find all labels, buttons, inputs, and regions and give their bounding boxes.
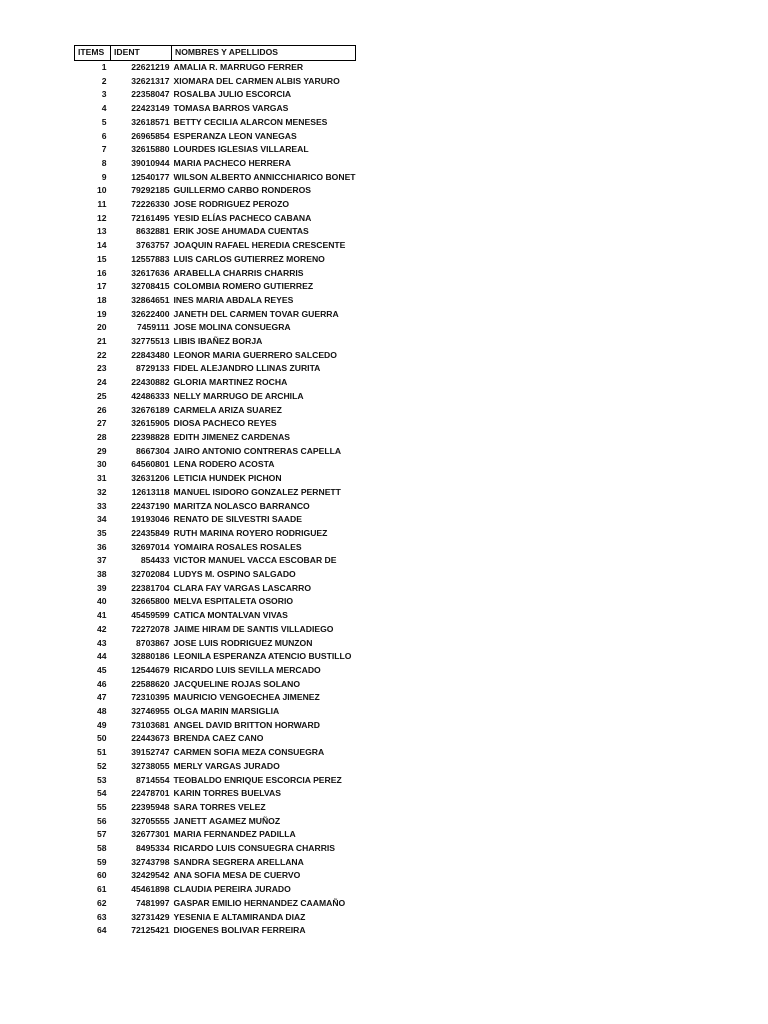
table-row bbox=[75, 568, 356, 582]
table-row bbox=[75, 500, 356, 514]
full-name-cell: JANETT AGAMEZ MUÑOZ bbox=[173, 815, 281, 826]
item-number-cell: 35 bbox=[96, 527, 107, 538]
table-row bbox=[75, 911, 356, 925]
item-number-cell: 6 bbox=[101, 130, 107, 141]
full-name-cell: JAIRO ANTONIO CONTRERAS CAPELLA bbox=[173, 445, 342, 456]
ident-cell: 32676189 bbox=[131, 404, 170, 415]
full-name-cell: ANGEL DAVID BRITTON HORWARD bbox=[173, 719, 320, 730]
full-name-cell: VICTOR MANUEL VACCA ESCOBAR DE bbox=[173, 555, 337, 566]
full-name-cell: LUDYS M. OSPINO SALGADO bbox=[173, 569, 296, 580]
ident-cell: 22621219 bbox=[131, 62, 170, 72]
full-name-cell: CARMEN SOFIA MEZA CONSUEGRA bbox=[173, 747, 325, 758]
full-name-cell: KARIN TORRES BUELVAS bbox=[173, 788, 281, 799]
table-row bbox=[75, 527, 356, 541]
item-number-cell: 51 bbox=[96, 747, 107, 758]
ident-cell: 32864651 bbox=[131, 294, 170, 305]
ident-cell: 42486333 bbox=[131, 390, 170, 401]
item-number-cell: 1 bbox=[101, 62, 107, 72]
ident-cell: 45461898 bbox=[131, 884, 170, 895]
spreadsheet bbox=[74, 45, 356, 938]
full-name-cell: NELLY MARRUGO DE ARCHILA bbox=[173, 390, 304, 401]
item-number-cell: 54 bbox=[96, 788, 107, 799]
ident-cell: 854433 bbox=[140, 555, 170, 566]
ident-cell: 8495334 bbox=[136, 843, 170, 854]
full-name-cell: RICARDO LUIS CONSUEGRA CHARRIS bbox=[173, 843, 336, 854]
item-number-cell: 34 bbox=[96, 514, 107, 525]
table-row bbox=[75, 856, 356, 870]
item-number-cell: 22 bbox=[96, 349, 107, 360]
table-row bbox=[75, 157, 356, 171]
table-row bbox=[75, 869, 356, 883]
full-name-cell: RUTH MARINA ROYERO RODRIGUEZ bbox=[173, 527, 328, 538]
table-row bbox=[75, 253, 356, 267]
table-row bbox=[75, 362, 356, 376]
item-number-cell: 38 bbox=[96, 569, 107, 580]
item-number-cell: 52 bbox=[96, 760, 107, 771]
full-name-cell: JOSE LUIS RODRIGUEZ MUNZON bbox=[173, 637, 313, 648]
header-row bbox=[75, 46, 356, 61]
ident-cell: 26965854 bbox=[131, 130, 170, 141]
full-name-cell: FIDEL ALEJANDRO LLINAS ZURITA bbox=[173, 363, 321, 374]
ident-cell: 32617636 bbox=[131, 267, 170, 278]
ident-cell: 8632881 bbox=[136, 226, 170, 237]
ident-cell: 22443673 bbox=[131, 733, 170, 744]
full-name-cell: TEOBALDO ENRIQUE ESCORCIA PEREZ bbox=[173, 774, 342, 785]
table-row bbox=[75, 390, 356, 404]
table-row bbox=[75, 143, 356, 157]
full-name-cell: JACQUELINE ROJAS SOLANO bbox=[173, 678, 301, 689]
ident-cell: 32705555 bbox=[131, 815, 170, 826]
ident-cell: 39152747 bbox=[131, 747, 170, 758]
full-name-cell: OLGA MARIN MARSIGLIA bbox=[173, 706, 280, 717]
table-row bbox=[75, 815, 356, 829]
ident-cell: 32746955 bbox=[131, 706, 170, 717]
full-name-cell: CATICA MONTALVAN VIVAS bbox=[173, 610, 288, 621]
full-name-cell: CLARA FAY VARGAS LASCARRO bbox=[173, 582, 312, 593]
full-name-cell: LOURDES IGLESIAS VILLAREAL bbox=[173, 144, 309, 155]
item-number-cell: 28 bbox=[96, 431, 107, 442]
header-names: NOMBRES Y APELLIDOS bbox=[172, 46, 356, 61]
full-name-cell: LETICIA HUNDEK PICHON bbox=[173, 473, 282, 484]
full-name-cell: ROSALBA JULIO ESCORCIA bbox=[173, 89, 292, 100]
item-number-cell: 37 bbox=[96, 555, 107, 566]
full-name-cell: LEONOR MARIA GUERRERO SALCEDO bbox=[173, 349, 337, 360]
table-row bbox=[75, 88, 356, 102]
item-number-cell: 53 bbox=[96, 774, 107, 785]
item-number-cell: 50 bbox=[96, 733, 107, 744]
ident-cell: 32880186 bbox=[131, 651, 170, 662]
ident-cell: 39010944 bbox=[131, 157, 170, 168]
ident-cell: 72272078 bbox=[131, 623, 170, 634]
item-number-cell: 23 bbox=[96, 363, 107, 374]
table-row bbox=[75, 130, 356, 144]
table-row bbox=[75, 171, 356, 185]
ident-cell: 79292185 bbox=[131, 185, 170, 196]
ident-cell: 32775513 bbox=[131, 336, 170, 347]
table-body bbox=[75, 61, 356, 939]
table-row bbox=[75, 746, 356, 760]
ident-cell: 32621317 bbox=[131, 75, 170, 86]
ident-cell: 22395948 bbox=[131, 801, 170, 812]
table-row bbox=[75, 225, 356, 239]
ident-cell: 32677301 bbox=[131, 829, 170, 840]
item-number-cell: 9 bbox=[101, 171, 107, 182]
item-number-cell: 8 bbox=[101, 157, 107, 168]
item-number-cell: 61 bbox=[96, 884, 107, 895]
table-row bbox=[75, 595, 356, 609]
full-name-cell: AMALIA R. MARRUGO FERRER bbox=[173, 62, 304, 72]
full-name-cell: MANUEL ISIDORO GONZALEZ PERNETT bbox=[173, 486, 341, 497]
table-row bbox=[75, 280, 356, 294]
full-name-cell: JAIME HIRAM DE SANTIS VILLADIEGO bbox=[173, 623, 334, 634]
item-number-cell: 11 bbox=[97, 199, 107, 210]
ident-cell: 32665800 bbox=[131, 596, 170, 607]
table-row bbox=[75, 705, 356, 719]
ident-cell: 32738055 bbox=[131, 760, 170, 771]
table-row bbox=[75, 828, 356, 842]
full-name-cell: GASPAR EMILIO HERNANDEZ CAAMAÑO bbox=[173, 897, 346, 908]
item-number-cell: 33 bbox=[96, 500, 107, 511]
item-number-cell: 4 bbox=[101, 103, 107, 114]
ident-cell: 72310395 bbox=[131, 692, 170, 703]
table-row bbox=[75, 787, 356, 801]
ident-cell: 8703867 bbox=[136, 637, 170, 648]
full-name-cell: ESPERANZA LEON VANEGAS bbox=[173, 130, 297, 141]
full-name-cell: MARIA PACHECO HERRERA bbox=[173, 157, 291, 168]
full-name-cell: JOAQUIN RAFAEL HEREDIA CRESCENTE bbox=[173, 240, 346, 251]
item-number-cell: 14 bbox=[96, 240, 107, 251]
full-name-cell: LENA RODERO ACOSTA bbox=[173, 459, 275, 470]
table-row bbox=[75, 212, 356, 226]
item-number-cell: 41 bbox=[96, 610, 107, 621]
table-row bbox=[75, 801, 356, 815]
item-number-cell: 49 bbox=[96, 719, 107, 730]
ident-cell: 32615880 bbox=[131, 144, 170, 155]
item-number-cell: 44 bbox=[96, 651, 107, 662]
ident-cell: 32622400 bbox=[131, 308, 170, 319]
ident-cell: 73103681 bbox=[131, 719, 170, 730]
item-number-cell: 29 bbox=[96, 445, 107, 456]
full-name-cell: TOMASA BARROS VARGAS bbox=[173, 103, 289, 114]
item-number-cell: 30 bbox=[96, 459, 107, 470]
full-name-cell: DIOGENES BOLIVAR FERREIRA bbox=[173, 925, 306, 936]
table-row bbox=[75, 609, 356, 623]
table-row bbox=[75, 541, 356, 555]
item-number-cell: 47 bbox=[96, 692, 107, 703]
item-number-cell: 40 bbox=[96, 596, 107, 607]
item-number-cell: 3 bbox=[101, 89, 107, 100]
table-row bbox=[75, 732, 356, 746]
full-name-cell: BETTY CECILIA ALARCON MENESES bbox=[173, 116, 328, 127]
ident-cell: 3763757 bbox=[136, 240, 170, 251]
header-ident: IDENT bbox=[111, 46, 172, 61]
full-name-cell: XIOMARA DEL CARMEN ALBIS YARURO bbox=[173, 75, 340, 86]
item-number-cell: 32 bbox=[96, 486, 107, 497]
table-row bbox=[75, 198, 356, 212]
item-number-cell: 57 bbox=[96, 829, 107, 840]
full-name-cell: EDITH JIMENEZ CARDENAS bbox=[173, 431, 291, 442]
item-number-cell: 27 bbox=[96, 418, 107, 429]
ident-cell: 64560801 bbox=[131, 459, 170, 470]
item-number-cell: 36 bbox=[96, 541, 107, 552]
full-name-cell: YESENIA E ALTAMIRANDA DIAZ bbox=[173, 911, 306, 922]
table-row bbox=[75, 404, 356, 418]
table-row bbox=[75, 664, 356, 678]
full-name-cell: YESID ELÍAS PACHECO CABANA bbox=[173, 212, 312, 223]
full-name-cell: ANA SOFIA MESA DE CUERVO bbox=[173, 870, 301, 881]
ident-cell: 32743798 bbox=[131, 856, 170, 867]
full-name-cell: WILSON ALBERTO ANNICCHIARICO BONET bbox=[173, 171, 356, 182]
ident-cell: 22381704 bbox=[131, 582, 170, 593]
ident-cell: 32615905 bbox=[131, 418, 170, 429]
table-header bbox=[75, 46, 356, 61]
table-row bbox=[75, 883, 356, 897]
full-name-cell: GLORIA MARTINEZ ROCHA bbox=[173, 377, 288, 388]
item-number-cell: 13 bbox=[96, 226, 107, 237]
item-number-cell: 2 bbox=[101, 75, 107, 86]
table-row bbox=[75, 75, 356, 89]
ident-cell: 7481997 bbox=[136, 897, 170, 908]
full-name-cell: LIBIS IBAÑEZ BORJA bbox=[173, 336, 263, 347]
full-name-cell: SARA TORRES VELEZ bbox=[173, 801, 266, 812]
table-row bbox=[75, 513, 356, 527]
item-number-cell: 43 bbox=[96, 637, 107, 648]
item-number-cell: 21 bbox=[96, 336, 107, 347]
table-row bbox=[75, 623, 356, 637]
full-name-cell: CARMELA ARIZA SUAREZ bbox=[173, 404, 282, 415]
item-number-cell: 18 bbox=[96, 294, 107, 305]
ident-cell: 22437190 bbox=[131, 500, 170, 511]
table-row bbox=[75, 774, 356, 788]
table-row bbox=[75, 267, 356, 281]
full-name-cell: MARIA FERNANDEZ PADILLA bbox=[173, 829, 296, 840]
full-name-cell: ARABELLA CHARRIS CHARRIS bbox=[173, 267, 304, 278]
item-number-cell: 60 bbox=[96, 870, 107, 881]
ident-cell: 32697014 bbox=[131, 541, 170, 552]
ident-cell: 8667304 bbox=[136, 445, 170, 456]
item-number-cell: 16 bbox=[96, 267, 107, 278]
full-name-cell: RICARDO LUIS SEVILLA MERCADO bbox=[173, 664, 321, 675]
full-name-cell: LEONILA ESPERANZA ATENCIO BUSTILLO bbox=[173, 651, 352, 662]
table-row bbox=[75, 376, 356, 390]
ident-cell: 22423149 bbox=[131, 103, 170, 114]
full-name-cell: MELVA ESPITALETA OSORIO bbox=[173, 596, 294, 607]
item-number-cell: 63 bbox=[96, 911, 107, 922]
full-name-cell: SANDRA SEGRERA ARELLANA bbox=[173, 856, 304, 867]
table-row bbox=[75, 486, 356, 500]
full-name-cell: JOSE MOLINA CONSUEGRA bbox=[173, 322, 291, 333]
item-number-cell: 7 bbox=[101, 144, 107, 155]
table-row bbox=[75, 349, 356, 363]
ident-cell: 45459599 bbox=[131, 610, 170, 621]
ident-cell: 32631206 bbox=[131, 473, 170, 484]
table-row bbox=[75, 116, 356, 130]
item-number-cell: 10 bbox=[96, 185, 107, 196]
item-number-cell: 39 bbox=[96, 582, 107, 593]
table-row bbox=[75, 417, 356, 431]
table-row bbox=[75, 678, 356, 692]
item-number-cell: 46 bbox=[96, 678, 107, 689]
item-number-cell: 19 bbox=[96, 308, 107, 319]
ident-cell: 32618571 bbox=[131, 116, 170, 127]
table-row bbox=[75, 554, 356, 568]
full-name-cell: MARITZA NOLASCO BARRANCO bbox=[173, 500, 310, 511]
item-number-cell: 17 bbox=[96, 281, 107, 292]
item-number-cell: 31 bbox=[96, 473, 107, 484]
ident-cell: 12557883 bbox=[131, 253, 170, 264]
table-row bbox=[75, 61, 356, 75]
table-row bbox=[75, 431, 356, 445]
ident-cell: 72161495 bbox=[131, 212, 170, 223]
ident-cell: 22398828 bbox=[131, 431, 170, 442]
full-name-cell: INES MARIA ABDALA REYES bbox=[173, 294, 294, 305]
item-number-cell: 45 bbox=[96, 664, 107, 675]
ident-cell: 72125421 bbox=[131, 925, 170, 936]
full-name-cell: DIOSA PACHECO REYES bbox=[173, 418, 277, 429]
ident-cell: 12540177 bbox=[131, 171, 170, 182]
ident-cell: 8714554 bbox=[136, 774, 170, 785]
header-items: ITEMS bbox=[75, 46, 111, 61]
item-number-cell: 20 bbox=[96, 322, 107, 333]
ident-cell: 22435849 bbox=[131, 527, 170, 538]
item-number-cell: 26 bbox=[96, 404, 107, 415]
item-number-cell: 55 bbox=[96, 801, 107, 812]
ident-cell: 19193046 bbox=[131, 514, 170, 525]
table-row bbox=[75, 897, 356, 911]
table-row bbox=[75, 760, 356, 774]
table-row bbox=[75, 239, 356, 253]
full-name-cell: RENATO DE SILVESTRI SAADE bbox=[173, 514, 302, 525]
full-name-cell: YOMAIRA ROSALES ROSALES bbox=[173, 541, 302, 552]
item-number-cell: 12 bbox=[96, 212, 107, 223]
item-number-cell: 62 bbox=[96, 897, 107, 908]
full-name-cell: BRENDA CAEZ CANO bbox=[173, 733, 264, 744]
ident-cell: 12613118 bbox=[131, 486, 170, 497]
table-row bbox=[75, 102, 356, 116]
item-number-cell: 42 bbox=[96, 623, 107, 634]
table-row bbox=[75, 582, 356, 596]
table-row bbox=[75, 458, 356, 472]
item-number-cell: 56 bbox=[96, 815, 107, 826]
table-row bbox=[75, 308, 356, 322]
item-number-cell: 64 bbox=[96, 925, 107, 936]
full-name-cell: JOSE RODRIGUEZ PEROZO bbox=[173, 199, 290, 210]
ident-cell: 32708415 bbox=[131, 281, 170, 292]
full-name-cell: GUILLERMO CARBO RONDEROS bbox=[173, 185, 311, 196]
ident-cell: 22430882 bbox=[131, 377, 170, 388]
full-name-cell: JANETH DEL CARMEN TOVAR GUERRA bbox=[173, 308, 339, 319]
table-row bbox=[75, 842, 356, 856]
ident-cell: 22843480 bbox=[131, 349, 170, 360]
full-name-cell: MERLY VARGAS JURADO bbox=[173, 760, 280, 771]
ident-cell: 32702084 bbox=[131, 569, 170, 580]
table-row bbox=[75, 294, 356, 308]
ident-cell: 32429542 bbox=[131, 870, 170, 881]
table-row bbox=[75, 335, 356, 349]
ident-cell: 22478701 bbox=[131, 788, 170, 799]
item-number-cell: 48 bbox=[96, 706, 107, 717]
ident-cell: 8729133 bbox=[136, 363, 170, 374]
table-row bbox=[75, 321, 356, 335]
ident-cell: 7459111 bbox=[136, 322, 170, 333]
ident-cell: 72226330 bbox=[131, 199, 170, 210]
full-name-cell: CLAUDIA PEREIRA JURADO bbox=[173, 884, 291, 895]
table-row bbox=[75, 445, 356, 459]
full-name-cell: COLOMBIA ROMERO GUTIERREZ bbox=[173, 281, 314, 292]
item-number-cell: 58 bbox=[96, 843, 107, 854]
table-row bbox=[75, 637, 356, 651]
names-table bbox=[74, 45, 356, 938]
ident-cell: 22358047 bbox=[131, 89, 170, 100]
item-number-cell: 5 bbox=[101, 116, 107, 127]
item-number-cell: 25 bbox=[96, 390, 107, 401]
table-row bbox=[75, 691, 356, 705]
full-name-cell: MAURICIO VENGOECHEA JIMENEZ bbox=[173, 692, 320, 703]
table-row bbox=[75, 472, 356, 486]
item-number-cell: 59 bbox=[96, 856, 107, 867]
full-name-cell: LUIS CARLOS GUTIERREZ MORENO bbox=[173, 253, 325, 264]
ident-cell: 32731429 bbox=[131, 911, 170, 922]
table-row bbox=[75, 719, 356, 733]
ident-cell: 22588620 bbox=[131, 678, 170, 689]
item-number-cell: 24 bbox=[96, 377, 107, 388]
item-number-cell: 15 bbox=[96, 253, 107, 264]
table-row bbox=[75, 650, 356, 664]
full-name-cell: ERIK JOSE AHUMADA CUENTAS bbox=[173, 226, 309, 237]
ident-cell: 12544679 bbox=[131, 664, 170, 675]
table-row bbox=[75, 924, 356, 938]
table-row bbox=[75, 184, 356, 198]
